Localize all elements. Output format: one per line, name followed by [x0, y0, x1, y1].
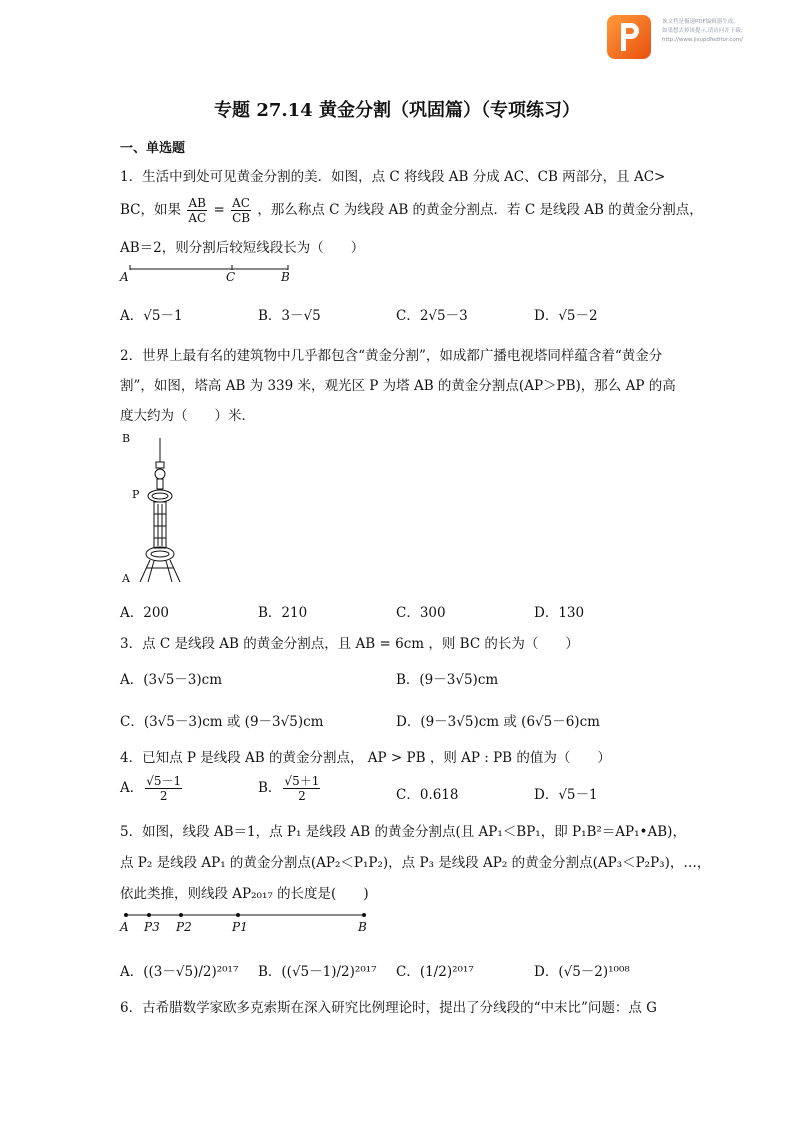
q2-option-d[interactable]: D．130	[534, 605, 585, 621]
q4-option-b-label: B．	[258, 780, 282, 796]
q3-option-c[interactable]: C．(3√5－3)cm 或 (9－3√5)cm	[120, 714, 324, 730]
q2-option-c[interactable]: C．300	[396, 605, 446, 621]
q5-option-c[interactable]: C．(1/2)²⁰¹⁷	[396, 964, 474, 980]
q1-fraction-1: $\frac{AB}{AC}$	[188, 196, 207, 225]
tower-figure	[118, 430, 188, 586]
q5-segment-figure	[118, 908, 378, 938]
q1-point-b: B	[281, 270, 290, 284]
q4-option-b-fraction: $\frac{√5+1}{2}$	[284, 774, 320, 803]
q6-line-1: 6．古希腊数学家欧多克索斯在深入研究比例理论时，提出了分线段的“中末比”问题：点 G	[120, 1000, 657, 1016]
q5-line-2: 点 P₂ 是线段 AP₁ 的黄金分割点(AP₂＜P₁P₂)，点 P₃ 是线段 AP₂ 的黄金分割点(AP₃＜P₂P₃)，…，	[120, 855, 711, 871]
q5-point-a: A	[120, 920, 129, 934]
q1-option-c[interactable]: C．2√5－3	[396, 308, 468, 324]
q4-option-a-fraction: $\frac{√5-1}{2}$	[146, 774, 182, 803]
section-heading: 一、单选题	[120, 141, 186, 156]
q1-line-1: 1．生活中到处可见黄金分割的美．如图，点 C 将线段 AB 分成 AC、CB 两部分，且 AC>	[120, 169, 666, 185]
q1-point-c: C	[226, 270, 236, 284]
q1-option-d[interactable]: D．√5－2	[534, 308, 598, 324]
q4-option-a[interactable]	[120, 774, 184, 803]
q2-line-1: 2．世界上最有名的建筑物中几乎都包含“黄金分割”，如成都广播电视塔同样蕴含着“黄金分	[120, 348, 663, 364]
q2-line-3: 度大约为（ ）米．	[120, 408, 255, 424]
q3-option-d[interactable]: D．(9－3√5)cm 或 (6√5－6)cm	[396, 714, 600, 730]
q3-option-b[interactable]: B．(9－3√5)cm	[396, 672, 499, 688]
q4-option-a-label: A．	[120, 780, 144, 796]
q5-point-p3: P3	[144, 920, 160, 934]
q1-fraction-2: $\frac{AC}{CB}$	[232, 196, 251, 225]
q5-point-b: B	[358, 920, 367, 934]
q4-option-c[interactable]: C．0.618	[396, 787, 459, 803]
p-logo-icon	[618, 21, 642, 53]
q1-segment-figure	[118, 262, 298, 288]
q3-option-a[interactable]: A．(3√5－3)cm	[120, 672, 223, 688]
q3-line-1: 3．点 C 是线段 AB 的黄金分割点，且 AB = 6cm ，则 BC 的长为（ ）	[120, 636, 579, 652]
q1-equals: =	[213, 202, 225, 218]
q5-point-p2: P2	[176, 920, 192, 934]
q4-line-1: 4．已知点 P 是线段 AB 的黄金分割点， AP > PB ，则 AP : PB 的值为（ ）	[120, 750, 611, 766]
q2-line-2: 割”，如图，塔高 AB 为 339 米，观光区 P 为塔 AB 的黄金分割点(AP＞PB)，那么 AP 的高	[120, 378, 676, 394]
q2-option-a[interactable]: A．200	[120, 605, 170, 621]
q2-option-b[interactable]: B．210	[258, 605, 308, 621]
q1-point-a: A	[120, 270, 129, 284]
q5-option-a[interactable]: A．((3－√5)/2)²⁰¹⁷	[120, 964, 239, 980]
watermark-link[interactable]: http://www.jisupdfeditor.com/	[662, 37, 743, 43]
q5-option-b[interactable]: B．((√5－1)/2)²⁰¹⁷	[258, 964, 377, 980]
tv-tower-icon	[118, 430, 188, 586]
q5-point-p1: P1	[232, 920, 248, 934]
q1-text-b: ，那么称点 C 为线段 AB 的黄金分割点．若 C 是线段 AB 的黄金分割点，	[257, 202, 703, 218]
tower-point-p: P	[132, 488, 140, 501]
pdf-editor-logo	[607, 15, 651, 59]
q4-option-d[interactable]: D．√5－1	[534, 787, 598, 803]
q5-line-1: 5．如图，线段 AB＝1，点 P₁ 是线段 AB 的黄金分割点(且 AP₁＜BP₁，即 P₁B²＝AP₁•AB)，	[120, 824, 686, 840]
q1-line-3: AB＝2，则分割后较短线段长为（ ）	[120, 240, 365, 256]
q1-option-a[interactable]: A．√5－1	[120, 308, 183, 324]
q1-line-2	[120, 196, 703, 225]
q1-option-b[interactable]: B．3－√5	[258, 308, 321, 324]
q1-text-a: BC，如果	[120, 202, 182, 218]
q5-line-3: 依此类推，则线段 AP₂₀₁₇ 的长度是( )	[120, 886, 369, 902]
q4-option-b[interactable]	[258, 774, 322, 803]
tower-point-a: A	[122, 572, 130, 585]
q5-option-d[interactable]: D．(√5－2)¹⁰⁰⁸	[534, 964, 630, 980]
tower-point-b: B	[122, 432, 131, 445]
watermark-line-2: 如果想去掉该提示,请访问并下载:	[662, 28, 743, 34]
page-title: 专题 27.14 黄金分割（巩固篇）（专项练习）	[214, 100, 580, 121]
watermark-line-1: 该文档是极速PDF编辑器生成,	[662, 19, 735, 25]
